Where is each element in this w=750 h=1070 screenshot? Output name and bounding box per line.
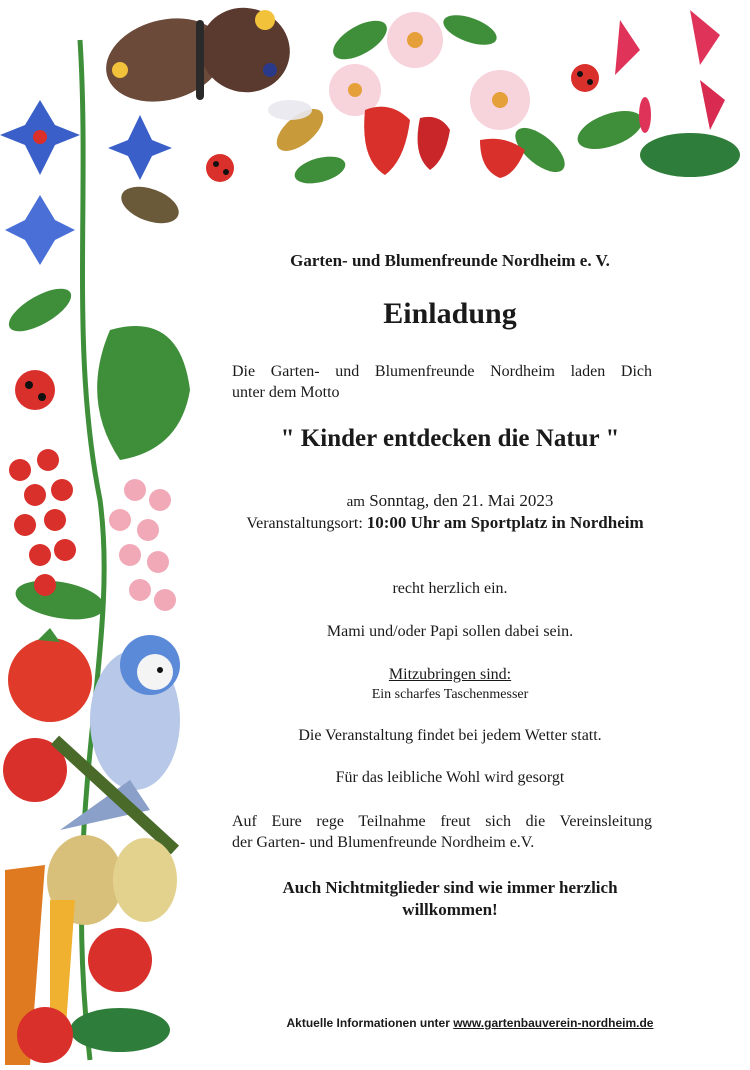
invitation-text: [215, 0, 685, 1070]
thanks-line-1: Auf Eure rege Teilnahme freut sich die Vereinsleitung: [232, 813, 652, 830]
parents-line: Mami und/oder Papi sollen dabei sein.: [326, 623, 574, 640]
currant-icon: [109, 479, 176, 611]
food-line: Für das leibliche Wohl wird gesorgt: [335, 769, 565, 786]
bring-item: Ein scharfes Taschenmesser: [371, 687, 529, 702]
currant-icon: [9, 449, 76, 596]
venue-label: Veranstaltungsort:: [246, 515, 363, 532]
tomato-icon: [3, 628, 92, 802]
footer-link[interactable]: www.gartenbauverein-nordheim.de: [453, 1016, 654, 1030]
event-date: [215, 491, 685, 511]
thanks-paragraph: [232, 811, 652, 853]
weather-line: Die Veranstaltung findet bei jedem Wetter statt.: [298, 727, 602, 744]
welcome-line-2: willkommen!: [402, 900, 498, 919]
welcome-note: [215, 877, 685, 921]
intro-paragraph: [232, 361, 652, 403]
date-prefix: am: [346, 494, 365, 510]
page-title: Einladung: [383, 297, 517, 330]
intro-line-1: Die Garten- und Blumenfreunde Nordheim laden Dich: [232, 363, 652, 380]
footer-label: Aktuelle Informationen unter: [286, 1016, 450, 1030]
event-motto: " Kinder entdecken die Natur ": [280, 425, 620, 452]
intro-line-2: unter dem Motto: [232, 384, 340, 401]
bring-heading: Mitzubringen sind:: [388, 666, 512, 683]
thanks-line-2: der Garten- und Blumenfreunde Nordheim e.V.: [232, 834, 535, 851]
footer-info: [235, 1016, 705, 1030]
cornflower-icon: [0, 100, 172, 265]
invite-line: recht herzlich ein.: [392, 580, 508, 597]
venue-value: 10:00 Uhr am Sportplatz in Nordheim: [366, 513, 644, 532]
date-value: Sonntag, den 21. Mai 2023: [369, 491, 554, 510]
welcome-line-1: Auch Nichtmitglieder sind wie immer herzlich: [282, 878, 618, 897]
club-name: Garten- und Blumenfreunde Nordheim e. V.: [290, 251, 610, 270]
event-venue: [195, 513, 695, 533]
ladybug-icon: [15, 370, 55, 410]
left-floral-border: [0, 0, 210, 1070]
